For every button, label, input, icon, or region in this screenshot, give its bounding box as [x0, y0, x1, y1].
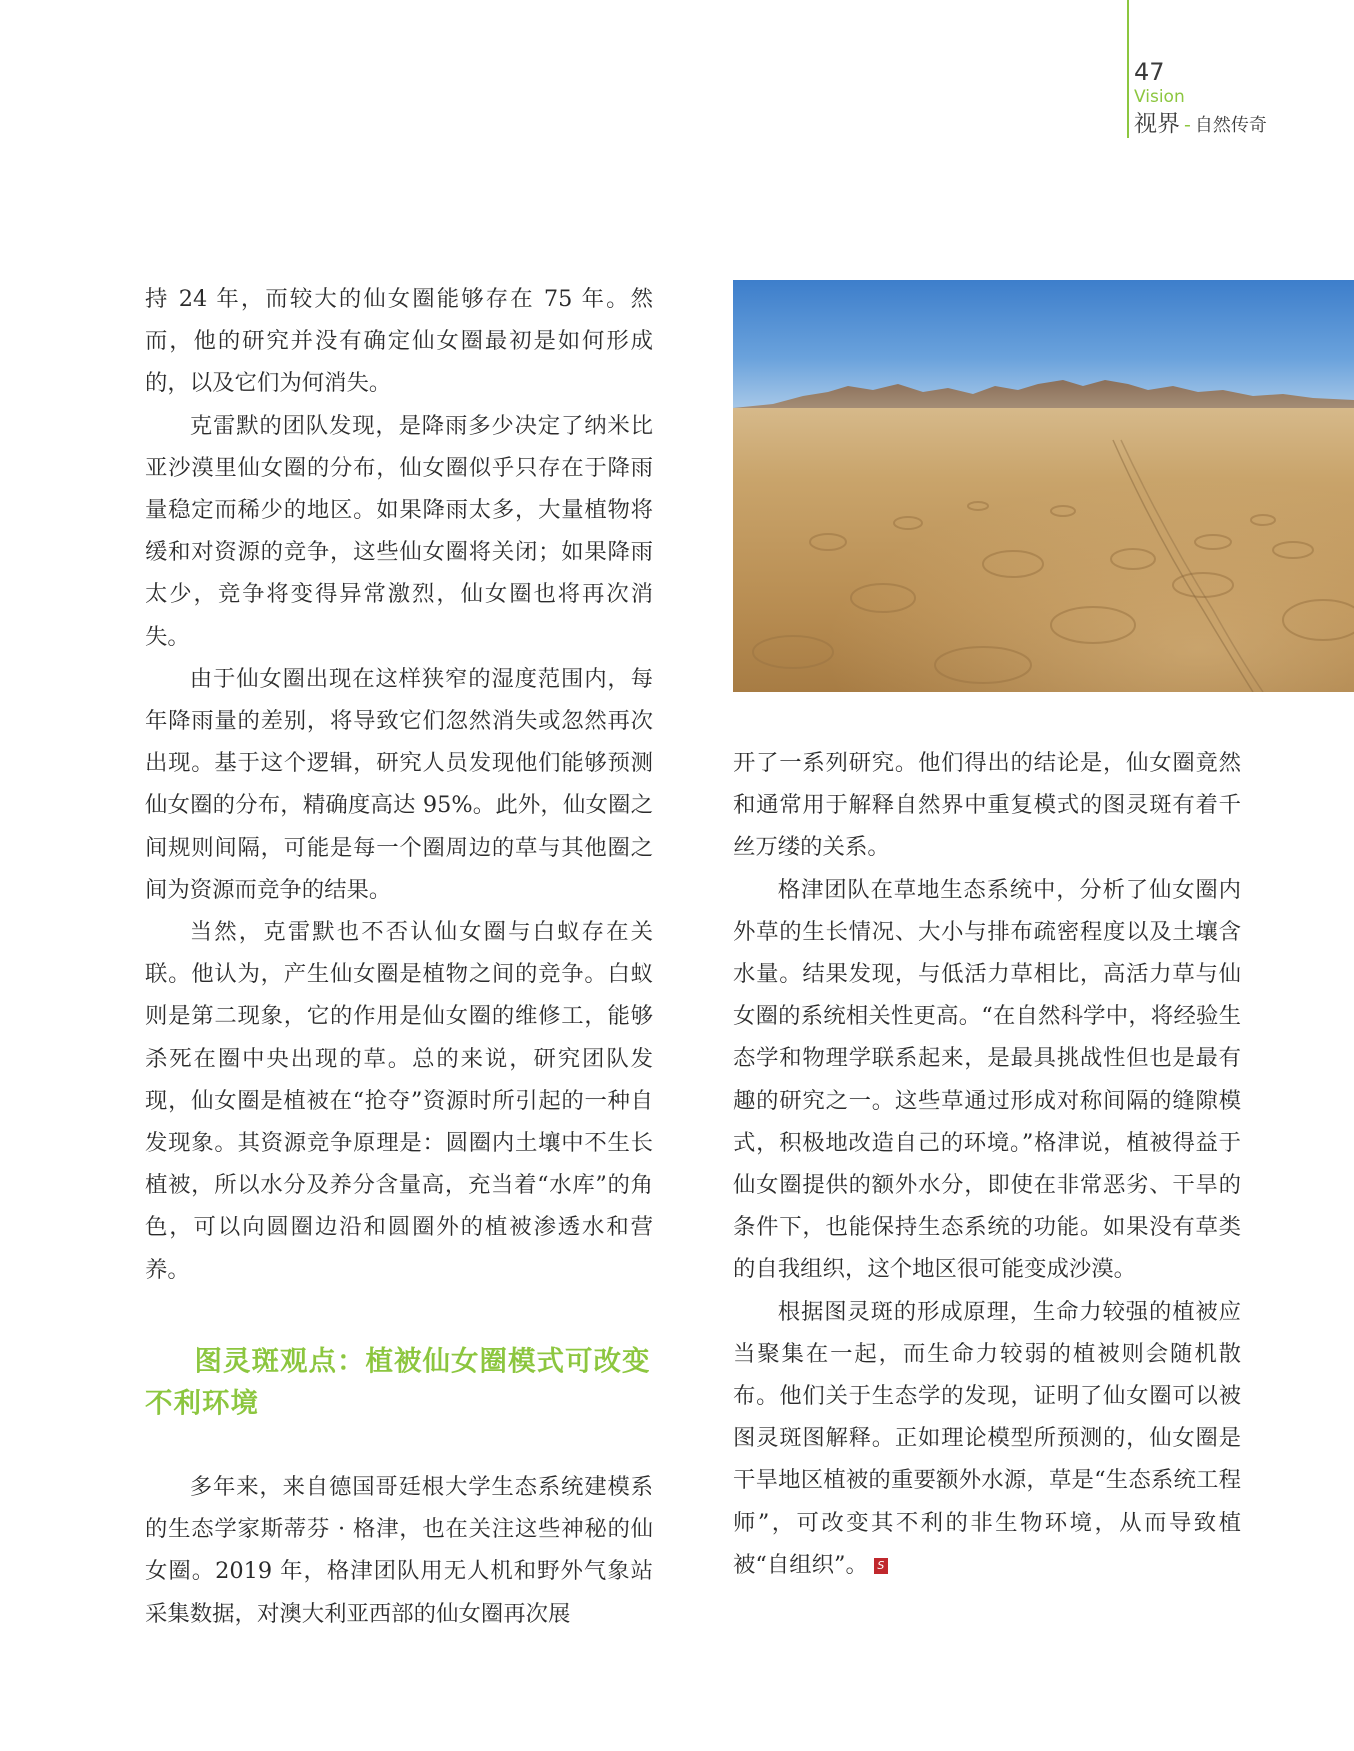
header-divider	[1127, 0, 1129, 138]
section-subheading: 图灵斑观点：植被仙女圈模式可改变不利环境	[145, 1345, 651, 1419]
paragraph: 克雷默的团队发现，是降雨多少决定了纳米比亚沙漠里仙女圈的分布，仙女圈似乎只存在于降雨量稳定而稀少的地区。如果降雨太多，大量植物将缓和对资源的竞争，这些仙女圈将关闭；如果降雨太少，竞争将变得异常激烈，仙女圈也将再次消失。	[145, 412, 653, 650]
end-of-article-icon: S	[874, 1558, 888, 1574]
magazine-label: Vision	[1134, 87, 1185, 107]
paragraph: 持 24 年，而较大的仙女圈能够存在 75 年。然而，他的研究并没有确定仙女圈最初是如何形成的，以及它们为何消失。	[145, 286, 653, 397]
right-column	[733, 742, 1241, 1586]
paragraph: 多年来，来自德国哥廷根大学生态系统建模系的生态学家斯蒂芬 · 格津，也在关注这些神秘的仙女圈。2019 年，格津团队用无人机和野外气象站采集数据，对澳大利亚西部的仙女圈再次展	[145, 1474, 653, 1627]
section-name: 视界	[1134, 111, 1180, 137]
paragraph: 格津团队在草地生态系统中，分析了仙女圈内外草的生长情况、大小与排布疏密程度以及土壤含水量。结果发现，与低活力草相比，高活力草与仙女圈的系统相关性更高。“在自然科学中，将经验生态学和物理学联系起来，是最具挑战性但也是最有趣的研究之一。这些草通过形成对称间隔的缝隙模式，积极地改造自己的环境。”格津说，植被得益于仙女圈提供的额外水分，即使在非常恶劣、干旱的条件下，也能保持生态系统的功能。如果没有草类的自我组织，这个地区很可能变成沙漠。	[733, 876, 1241, 1283]
section-title	[1134, 110, 1267, 140]
left-column-bottom	[145, 1466, 653, 1635]
left-column-top	[145, 278, 653, 1291]
paragraph: 由于仙女圈出现在这样狭窄的湿度范围内，每年降雨量的差别，将导致它们忽然消失或忽然再次出现。基于这个逻辑，研究人员发现他们能够预测仙女圈的分布，精确度高达 95%。此外，仙女圈之间规则间隔，可能是每一个圈周边的草与其他圈之间为资源而竞争的结果。	[145, 665, 653, 903]
paragraph: 当然，克雷默也不否认仙女圈与白蚁存在关联。他认为，产生仙女圈是植物之间的竞争。白蚁则是第二现象，它的作用是仙女圈的维修工，能够杀死在圈中央出现的草。总的来说，研究团队发现，仙女圈是植被在“抢夺”资源时所引起的一种自发现象。其资源竞争原理是：圆圈内土壤中不生长植被，所以水分及养分含量高，充当着“水库”的角色，可以向圆圈边沿和圆圈外的植被渗透水和营养。	[145, 919, 653, 1283]
paragraph-text: 根据图灵斑的形成原理，生命力较强的植被应当聚集在一起，而生命力较弱的植被则会随机散布。他们关于生态学的发现，证明了仙女圈可以被图灵斑图解释。正如理论模型所预测的，仙女圈是干旱地区植被的重要额外水源，草是“生态系统工程师”，可改变其不利的非生物环境，从而导致植被“自组织”。	[733, 1298, 1241, 1578]
paragraph	[733, 1291, 1241, 1586]
page-number: 47	[1134, 58, 1165, 86]
section-separator: -	[1184, 114, 1191, 136]
paragraph: 开了一系列研究。他们得出的结论是，仙女圈竟然和通常用于解释自然界中重复模式的图灵斑有着千丝万缕的关系。	[733, 750, 1241, 861]
subsection-name: 自然传奇	[1194, 115, 1267, 136]
fairy-circle-desert-photo	[733, 280, 1354, 692]
